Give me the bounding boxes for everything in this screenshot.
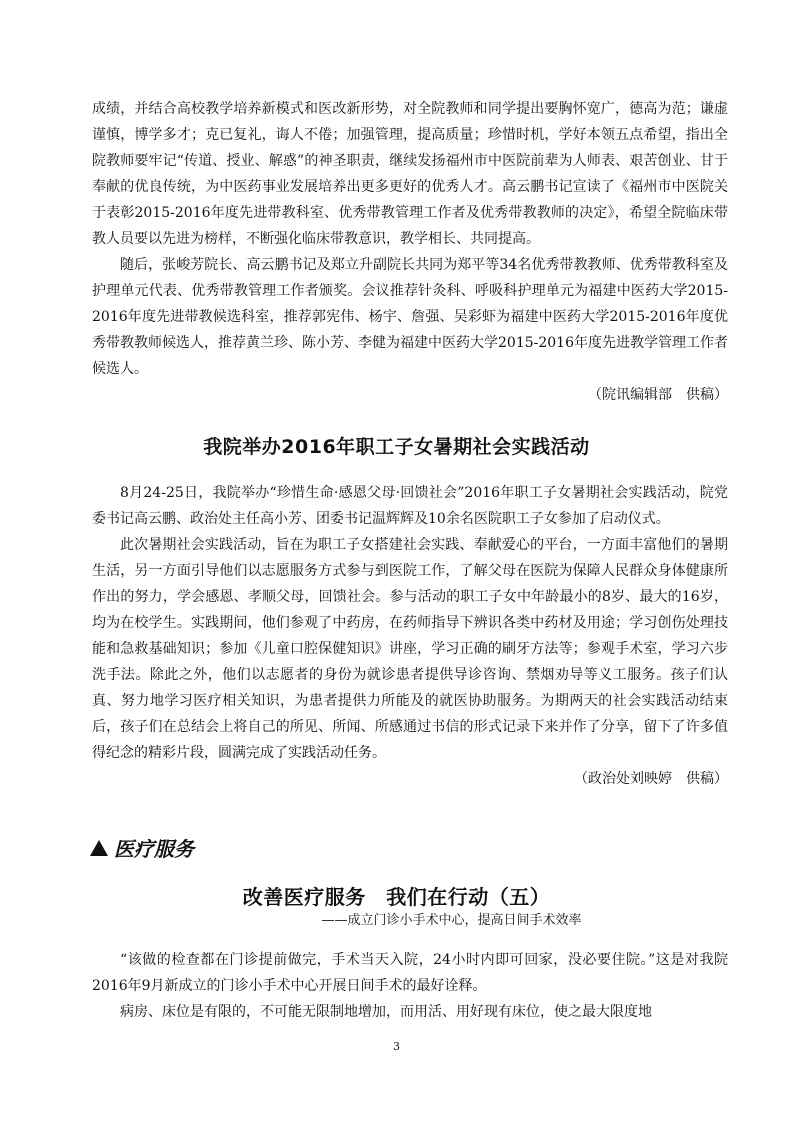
section-header [90,833,194,862]
paragraph: 随后，张峻芳院长、高云鹏书记及郑立升副院长共同为郑平等34名优秀带教教师、优秀带教科室及护理单元代表、优秀带教管理工作者颁奖。会议推荐针灸科、呼吸科护理单元为福建中医药大学2015-2016年度先进带教候选科室，推荐郭宪伟、杨宇、詹强、吴彩虾为福建中医药大学2015-2016年度优秀带教教师候选人，推荐黄兰珍、陈小芳、李健为福建中医药大学2015-2016年度先进教学管理工作者候选人。 [92,257,728,377]
article-body [92,480,728,792]
paragraph: 成绩，并结合高校教学培养新模式和医改新形势，对全院教师和同学提出要胸怀宽广，德高为范；谦虚谨慎，博学多才；克已复礼，诲人不倦；加强管理，提高质量；珍惜时机，学好本领五点希望，指出全院教师要牢记“传道、授业、解惑”的神圣职责，继续发扬福州市中医院前辈为人师表、艰苦创业、甘于奉献的优良传统，为中医药事业发展培养出更多更好的优秀人才。高云鹏书记宣读了《福州市中医院关于表彰2015-2016年度先进带教科室、优秀带教管理工作者及优秀带教教师的决定》，希望全院临床带教人员要以先进为榜样，不断强化临床带教意识，教学相长、共同提高。 [92,101,728,247]
section-header-label: 医疗服务 [114,837,194,861]
article-title: 我院举办2016年职工子女暑期社会实践活动 [203,436,590,458]
article-subtitle: ——成立门诊小手术中心，提高日间手术效率 [321,913,582,928]
page-number: 3 [393,1040,400,1053]
credit-line: （院讯编辑部 供稿） [588,387,728,403]
article-continuation [92,96,728,408]
triangle-icon [90,840,108,856]
paragraph: 8月24-25日，我院举办“珍惜生命·感恩父母·回馈社会”2016年职工子女暑期社会实践活动，院党委书记高云鹏、政治处主任高小芳、团委书记温辉辉及10余名医院职工子女参加了启动仪式。 [92,485,728,527]
paragraph: 病房、床位是有限的，不可能无限制地增加，而用活、用好现有床位，使之最大限度地 [120,1004,652,1020]
paragraph: 此次暑期社会实践活动，旨在为职工子女搭建社会实践、奉献爱心的平台，一方面丰富他们的暑期生活，另一方面引导他们以志愿服务方式参与到医院工作，了解父母在医院为保障人民群众身体健康所作出的努力，学会感恩、孝顺父母，回馈社会。参与活动的职工子女中年龄最小的8岁、最大的16岁，均为在校学生。实践期间，他们参观了中药房，在药师指导下辨识各类中药材及用途；学习创伤处理技能和急救基础知识；参加《儿童口腔保健知识》讲座，学习正确的刷牙方法等；参观手术室，学习六步洗手法。除此之外，他们以志愿者的身份为就诊患者提供导诊咨询、禁烟劝导等义工服务。孩子们认真、努力地学习医疗相关知识，为患者提供力所能及的就医协助服务。为期两天的社会实践活动结束后，孩子们在总结会上将自己的所见、所闻、所感通过书信的形式记录下来并作了分享，留下了许多值得纪念的精彩片段，圆满完成了实践活动任务。 [92,537,728,761]
paragraph: “该做的检查都在门诊提前做完，手术当天入院，24小时内即可回家，没必要住院。”这是对我院2016年9月新成立的门诊小手术中心开展日间手术的最好诠释。 [92,952,728,994]
credit-line: （政治处刘映婷 供稿） [574,771,728,787]
article-body [92,947,728,1025]
article-title: 改善医疗服务 我们在行动（五） [242,885,551,909]
